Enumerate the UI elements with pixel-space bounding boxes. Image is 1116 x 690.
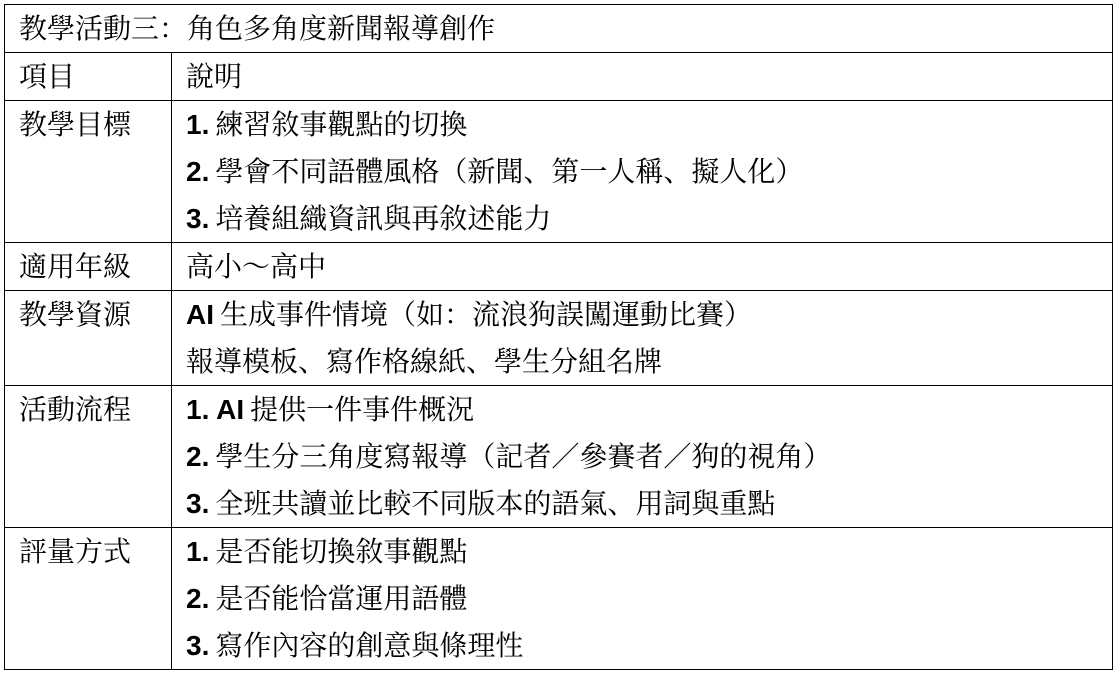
list-item bbox=[186, 433, 1112, 480]
list-item bbox=[186, 148, 1112, 195]
row-content bbox=[172, 528, 1113, 670]
item-text: 是否能切換敘事觀點 bbox=[215, 535, 468, 568]
row-label: 教學資源 bbox=[5, 291, 172, 386]
list-item bbox=[186, 622, 1112, 669]
list-item bbox=[186, 101, 1112, 148]
table-row-grade bbox=[5, 243, 1113, 291]
item-text: 提供一件事件概況 bbox=[250, 393, 475, 426]
row-content bbox=[172, 386, 1113, 528]
item-number: 3. bbox=[186, 630, 210, 661]
table-title: 教學活動三：角色多角度新聞報導創作 bbox=[5, 5, 1113, 53]
title-row bbox=[5, 5, 1113, 53]
item-text: 是否能恰當運用語體 bbox=[215, 582, 468, 615]
item-text: 高小～高中 bbox=[186, 250, 327, 283]
table-row-assessment bbox=[5, 528, 1113, 670]
item-number: 2. bbox=[186, 583, 210, 614]
list-item bbox=[186, 291, 1112, 338]
item-number: 2. bbox=[186, 156, 210, 187]
list-item bbox=[186, 528, 1112, 575]
item-number: 2. bbox=[186, 441, 210, 472]
item-text: 全班共讀並比較不同版本的語氣、用詞與重點 bbox=[215, 487, 776, 520]
row-label: 教學目標 bbox=[5, 101, 172, 243]
row-content bbox=[172, 291, 1113, 386]
list-item bbox=[186, 575, 1112, 622]
list-item bbox=[186, 243, 1112, 290]
item-number: 3. bbox=[186, 488, 210, 519]
item-text: 報導模板、寫作格線紙、學生分組名牌 bbox=[186, 345, 663, 378]
list-item bbox=[186, 480, 1112, 527]
list-item bbox=[186, 338, 1112, 385]
list-item bbox=[186, 195, 1112, 242]
item-number: 1. AI bbox=[186, 394, 245, 425]
list-item bbox=[186, 386, 1112, 433]
item-number: 3. bbox=[186, 203, 210, 234]
item-text: 練習敘事觀點的切換 bbox=[215, 108, 468, 141]
header-desc: 說明 bbox=[172, 53, 1113, 101]
item-number: 1. bbox=[186, 536, 210, 567]
header-item: 項目 bbox=[5, 53, 172, 101]
table-row-resources bbox=[5, 291, 1113, 386]
item-text: 學生分三角度寫報導（記者／參賽者／狗的視角） bbox=[215, 440, 832, 473]
table-row-process bbox=[5, 386, 1113, 528]
item-text: 培養組織資訊與再敘述能力 bbox=[215, 202, 552, 235]
row-label: 評量方式 bbox=[5, 528, 172, 670]
row-content bbox=[172, 101, 1113, 243]
row-label: 適用年級 bbox=[5, 243, 172, 291]
item-text: 學會不同語體風格（新聞、第一人稱、擬人化） bbox=[215, 155, 804, 188]
item-number: 1. bbox=[186, 109, 210, 140]
lesson-plan-table bbox=[4, 4, 1113, 670]
item-text: 生成事件情境（如：流浪狗誤闖運動比賽） bbox=[220, 298, 753, 331]
item-number: AI bbox=[186, 299, 214, 330]
row-label: 活動流程 bbox=[5, 386, 172, 528]
header-row bbox=[5, 53, 1113, 101]
table-row-objectives bbox=[5, 101, 1113, 243]
row-content bbox=[172, 243, 1113, 291]
item-text: 寫作內容的創意與條理性 bbox=[215, 629, 524, 662]
